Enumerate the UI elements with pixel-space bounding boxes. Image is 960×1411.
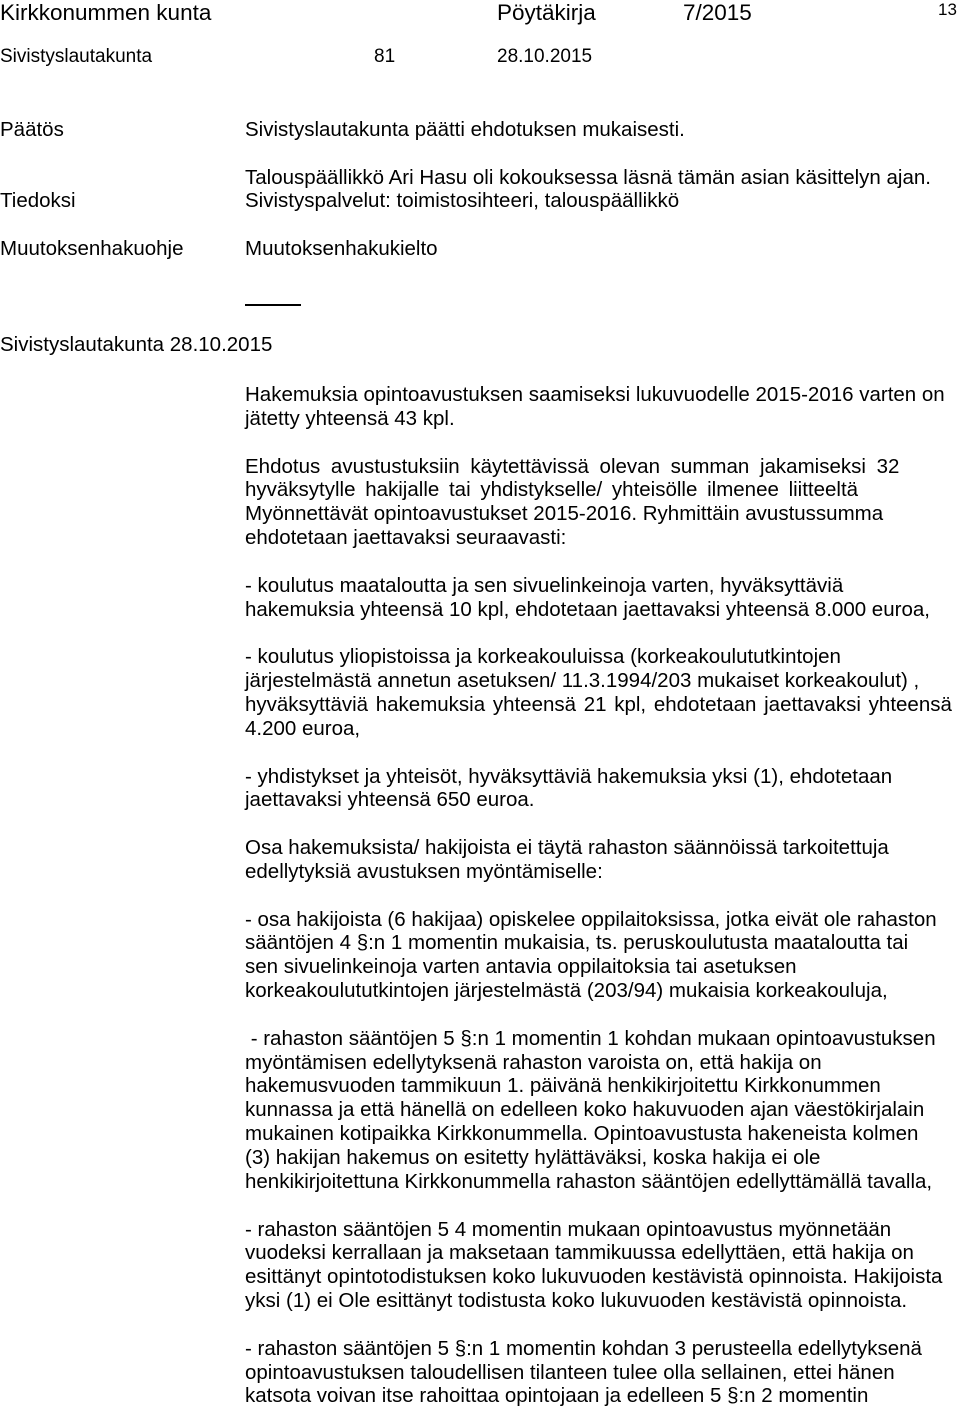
body-line: ehdotetaan jaettavaksi seuraavasti: (245, 526, 567, 550)
body-line: hyväksyttäviä hakemuksia yhteensä 21 kpl, ehdotetaan jaettavaksi yhteensä (245, 692, 952, 716)
body-line: - rahaston sääntöjen 5 4 momentin mukaan opintoavustus myönnetään (245, 1217, 892, 1241)
body-line: Hakemuksia opintoavustuksen saamiseksi lukuvuodelle 2015-2016 varten on (245, 383, 945, 406)
body-line: - koulutus yliopistoissa ja korkeakouluissa (korkeakoulututkintojen (245, 645, 841, 669)
section-separator (245, 304, 301, 306)
body-line: kunnassa ja että hänellä on edelleen koko hakuvuoden ajan väestökirjalain (245, 1098, 925, 1122)
page-number: 13 (938, 0, 957, 19)
allocation-item (245, 645, 960, 740)
proposal-paragraph (245, 455, 960, 550)
body-line: - koulutus maataloutta ja sen sivuelinkeinoja varten, hyväksyttäviä (245, 573, 844, 597)
body-line: 4.200 euroa, (245, 716, 361, 740)
body-line: hyväksytylle hakijalle tai yhdistykselle/ yhteisölle ilmenee liitteeltä (245, 478, 859, 502)
body-line: - rahaston sääntöjen 5 §:n 1 momentin 1 kohdan mukaan opintoavustuksen (245, 1026, 936, 1050)
body-line: opintoavustuksen taloudellisen tilanteen tulee olla sellainen, ettei hänen (245, 1360, 895, 1384)
body-line: esittänyt opintotodistuksen koko lukuvuoden kestävistä opinnoista. Hakijoista (245, 1265, 943, 1289)
distribution-text: Sivistyspalvelut: toimistosihteeri, talouspäällikkö (245, 189, 680, 212)
body-line: - osa hakijoista (6 hakijaa) opiskelee oppilaitoksissa, jotka eivät ole rahaston (245, 907, 937, 931)
body-line: Ehdotus avustustuksiin käytettävissä olevan summan jakamiseksi 32 (245, 454, 900, 478)
attendance-note: Talouspäällikkö Ari Hasu oli kokouksessa läsnä tämän asian käsittelyn ajan. (245, 166, 931, 189)
allocation-item (245, 574, 960, 622)
section-number: 81 (374, 46, 396, 67)
organization-name: Kirkkonummen kunta (0, 0, 212, 25)
body-line: korkeakoulututkintojen järjestelmästä (203/94) mukaisia korkeakouluja, (245, 979, 888, 1003)
body-line: (3) hakijan hakemus on esitetty hylättäväksi, koska hakija ei ole (245, 1146, 821, 1169)
body-text (245, 383, 960, 1408)
applications-summary-paragraph (245, 383, 960, 431)
ineligibility-reason-item (245, 1337, 960, 1409)
appeal-label: Muutoksenhakuohje (0, 237, 184, 260)
body-line: hakemuksia yhteensä 10 kpl, ehdotetaan jaettavaksi yhteensä 8.000 euroa, (245, 597, 930, 621)
body-line: jätetty yhteensä 43 kpl. (245, 406, 455, 430)
allocation-item (245, 765, 960, 813)
ineligible-intro-paragraph (245, 836, 960, 884)
meeting-date: 28.10.2015 (497, 46, 593, 67)
body-line: katsota voivan itse rahoittaa opintojaan ja edelleen 5 §:n 2 momentin (245, 1384, 869, 1408)
body-line: vuodeksi kerrallaan ja maksetaan tammikuussa edellyttäen, että hakija on (245, 1241, 914, 1265)
body-line: edellytyksiä avustuksen myöntämiselle: (245, 859, 603, 883)
body-line: - rahaston sääntöjen 5 §:n 1 momentin kohdan 3 perusteella edellytyksenä (245, 1336, 922, 1360)
body-line: sääntöjen 4 §:n 1 momentin mukaisia, ts. peruskoulutusta maataloutta tai (245, 931, 909, 955)
body-line: hakemusvuoden tammikuun 1. päivänä henkikirjoitettu Kirkkonummen (245, 1074, 881, 1098)
ineligibility-reason-item (245, 1218, 960, 1313)
body-line: jaettavaksi yhteensä 650 euroa. (245, 788, 535, 812)
document-type: Pöytäkirja (497, 0, 596, 25)
body-line: myöntämisen edellytyksenä rahaston varoista on, että hakija on (245, 1050, 822, 1074)
minutes-number: 7/2015 (683, 0, 752, 25)
appeal-text: Muutoksenhakukielto (245, 237, 438, 260)
body-line: - yhdistykset ja yhteisöt, hyväksyttäviä hakemuksia yksi (1), ehdotetaan (245, 764, 893, 788)
body-line: henkikirjoitettuna Kirkkonummella rahaston sääntöjen edellyttämällä tavalla, (245, 1169, 933, 1193)
distribution-label: Tiedoksi (0, 189, 76, 212)
ineligibility-reason-item (245, 908, 960, 1003)
body-line: Myönnettävät opintoavustukset 2015-2016. Ryhmittäin avustussumma (245, 502, 884, 526)
decision-text: Sivistyslautakunta päätti ehdotuksen mukaisesti. (245, 118, 685, 141)
body-line: Osa hakemuksista/ hakijoista ei täytä rahaston säännöissä tarkoitettuja (245, 836, 889, 860)
ineligibility-reason-item (245, 1027, 960, 1194)
committee-name: Sivistyslautakunta (0, 46, 153, 67)
body-line: sen sivuelinkeinoja varten antavia oppilaitoksia tai asetuksen (245, 955, 797, 979)
meeting-heading: Sivistyslautakunta 28.10.2015 (0, 333, 273, 356)
decision-label: Päätös (0, 118, 64, 141)
body-line: mukainen kotipaikka Kirkkonummella. Opintoavustusta hakeneista kolmen (245, 1122, 919, 1146)
body-line: yksi (1) ei Ole esittänyt todistusta koko lukuvuoden kestävistä opinnoista. (245, 1289, 908, 1313)
body-line: järjestelmästä annetun asetuksen/ 11.3.1994/203 mukaiset korkeakoulut) , (245, 669, 920, 693)
